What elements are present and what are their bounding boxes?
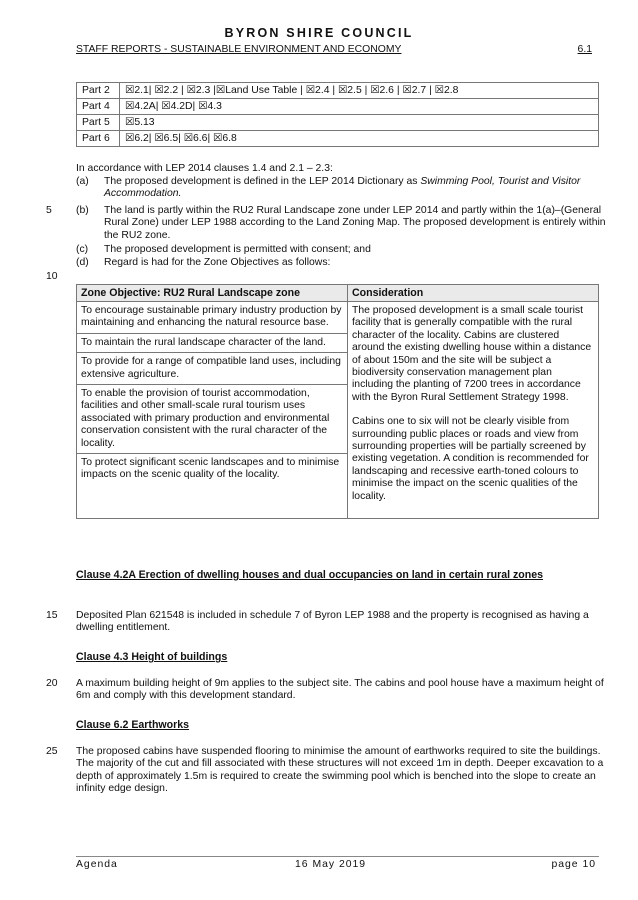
footer-page: page 10 [551,859,596,870]
item-text: The land is partly within the RU2 Rural Landscape zone under LEP 2014 and partly within the 1(a)–(General Rural Zone) under LEP 1988 according to the Land Zoning Map. The proposed development is entirely within the RU2 zone. [104,205,606,241]
clause-6-2-text: The proposed cabins have suspended flooring to minimise the amount of earthworks required to site the buildings. The majority of the cut and fill associated with these structures will not exceed 1m in depth. Deeper excavation to a depth of approximately 1.5m is required to create the swimming pool which is benched into the slope to create an infinity edge design. [76,746,604,795]
table-row [77,115,599,131]
line-number: 5 [46,205,52,216]
footer-agenda: Agenda [76,859,118,870]
objective-cell: To maintain the rural landscape character of the land. [77,333,348,352]
item-text: Regard is had for the Zone Objectives as follows: [104,257,331,268]
item-marker: (b) [76,205,89,216]
footer-divider [76,856,599,857]
item-marker: (d) [76,257,89,268]
list-item-d [76,257,606,269]
line-number: 10 [46,271,58,282]
part-label: Part 4 [77,99,120,115]
item-text: The proposed development is permitted with consent; and [104,244,371,255]
parts-table [76,82,599,147]
part-label: Part 6 [77,131,120,147]
intro-text: In accordance with LEP 2014 clauses 1.4 and 2.1 – 2.3: [76,163,333,174]
line-number: 25 [46,746,58,757]
clause-4-2a-heading: Clause 4.2A Erection of dwelling houses and dual occupancies on land in certain rural zones [76,569,544,581]
item-text: The proposed development is defined in the LEP 2014 Dictionary as Swimming Pool, Tourist and Visitor Accommodation. [104,176,581,200]
table-row [77,99,599,115]
consideration-paragraph: The proposed development is a small scale tourist facility that is generally compatible with the rural character of the locality. Cabins are clustered around the existing dwelling house within a distance of about 150m and the site will be subject a biodiversity conservation management plan including the planting of 7200 trees in accordance with the Byron Rural Settlement Strategy 1998. [352,305,592,403]
table-row [77,131,599,147]
footer-date: 16 May 2019 [295,859,367,870]
part-label: Part 5 [77,115,120,131]
table-row [77,302,599,334]
part-clauses: ☒2.1| ☒2.2 | ☒2.3 |☒Land Use Table | ☒2.4 | ☒2.5 | ☒2.6 | ☒2.7 | ☒2.8 [120,83,599,99]
council-title: BYRON SHIRE COUNCIL [224,26,414,40]
line-number: 15 [46,610,58,621]
column-header-objective: Zone Objective: RU2 Rural Landscape zone [77,285,348,302]
clause-6-2-heading: Clause 6.2 Earthworks [76,719,190,731]
line-number: 20 [46,678,58,689]
objective-cell: To protect significant scenic landscapes and to minimise impacts on the scenic quality of the locality. [77,454,348,519]
clause-4-2a-text: Deposited Plan 621548 is included in schedule 7 of Byron LEP 1988 and the property is recognised as having a dwelling entitlement. [76,610,589,634]
clause-4-3-heading: Clause 4.3 Height of buildings [76,651,228,663]
table-header-row [77,285,599,302]
section-number: 6.1 [577,44,592,55]
clause-4-3-text: A maximum building height of 9m applies to the subject site. The cabins and pool house have a maximum height of 6m and comply with this development standard. [76,678,604,702]
objective-cell: To encourage sustainable primary industry production by maintaining and enhancing the natural resource base. [77,302,348,334]
zone-objectives-table [76,284,599,519]
item-marker: (a) [76,176,89,187]
table-row [77,83,599,99]
consideration-paragraph: Cabins one to six will not be clearly visible from surrounding public places or roads and view from surrounding properties will be partially screened by existing vegetation. A condition is recommended for landscaping and recessive earth-toned colours to minimise the impact on the scenic qualities of the locality. [352,416,589,502]
italic-term: Swimming Pool, Tourist and Visitor Accommodation. [104,176,581,200]
list-item-a [76,176,606,201]
list-item-b [76,205,606,242]
part-clauses: ☒5.13 [120,115,599,131]
consideration-cell [348,302,599,519]
part-clauses: ☒6.2| ☒6.5| ☒6.6| ☒6.8 [120,131,599,147]
part-clauses: ☒4.2A| ☒4.2D| ☒4.3 [120,99,599,115]
report-section-title: STAFF REPORTS - SUSTAINABLE ENVIRONMENT AND ECONOMY [76,44,402,55]
objective-cell: To provide for a range of compatible land uses, including extensive agriculture. [77,353,348,385]
column-header-consideration: Consideration [348,285,599,302]
list-item-c [76,244,606,256]
item-marker: (c) [76,244,89,255]
part-label: Part 2 [77,83,120,99]
objective-cell: To enable the provision of tourist accommodation, facilities and other small-scale rural tourism uses associated with primary production and environmental conservation consistent with the rural character of the locality. [77,385,348,454]
